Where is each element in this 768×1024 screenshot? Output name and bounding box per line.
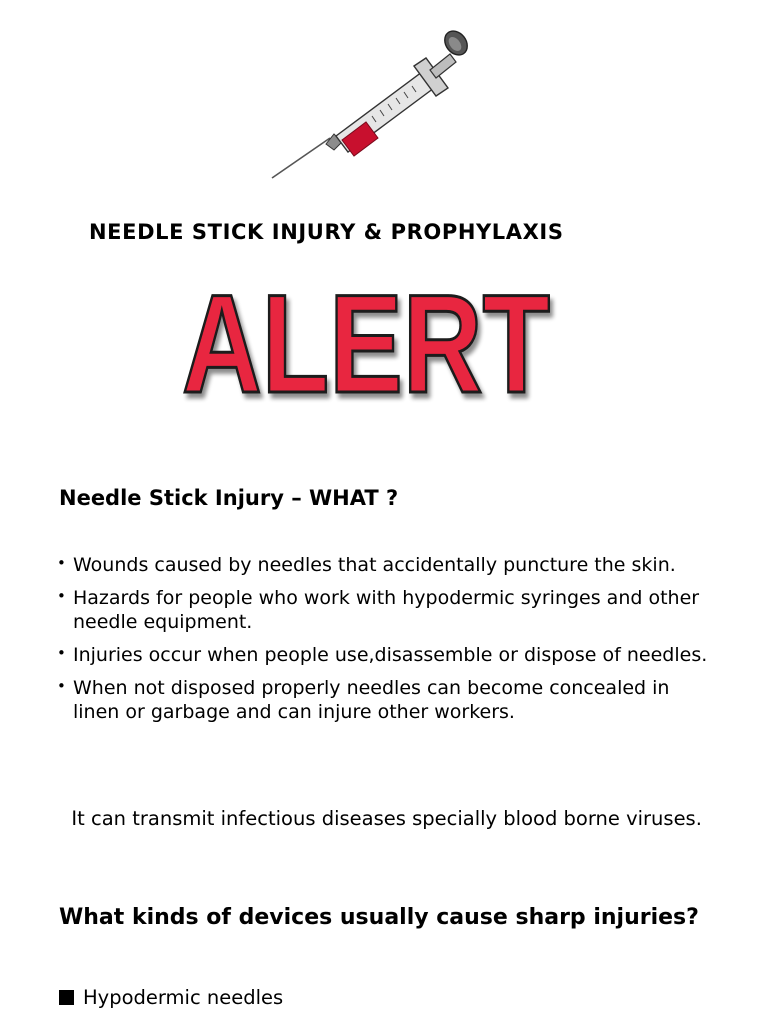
list-item: Hypodermic needles	[59, 985, 283, 1011]
section-heading-devices: What kinds of devices usually cause sharp injuries?	[59, 905, 699, 930]
page-title: NEEDLE STICK INJURY & PROPHYLAXIS	[89, 220, 564, 244]
bullet-list	[57, 553, 717, 733]
square-bullet-icon	[59, 990, 74, 1005]
device-list	[59, 985, 283, 1011]
section-heading-what: Needle Stick Injury – WHAT ?	[59, 486, 399, 510]
list-item: • Injuries occur when people use,disassemble or dispose of needles.	[57, 644, 708, 666]
list-item: • Wounds caused by needles that accidentally puncture the skin.	[57, 554, 676, 576]
syringe-icon	[262, 26, 472, 184]
alert-logo-text: ALERT	[182, 265, 550, 422]
body-paragraph: It can transmit infectious diseases specially blood borne viruses.	[59, 807, 702, 830]
list-item: • When not disposed properly needles can become concealed in linen or garbage and can injure other workers.	[57, 677, 670, 723]
alert-logo	[176, 265, 556, 422]
list-item: • Hazards for people who work with hypodermic syringes and other needle equipment.	[57, 587, 700, 633]
